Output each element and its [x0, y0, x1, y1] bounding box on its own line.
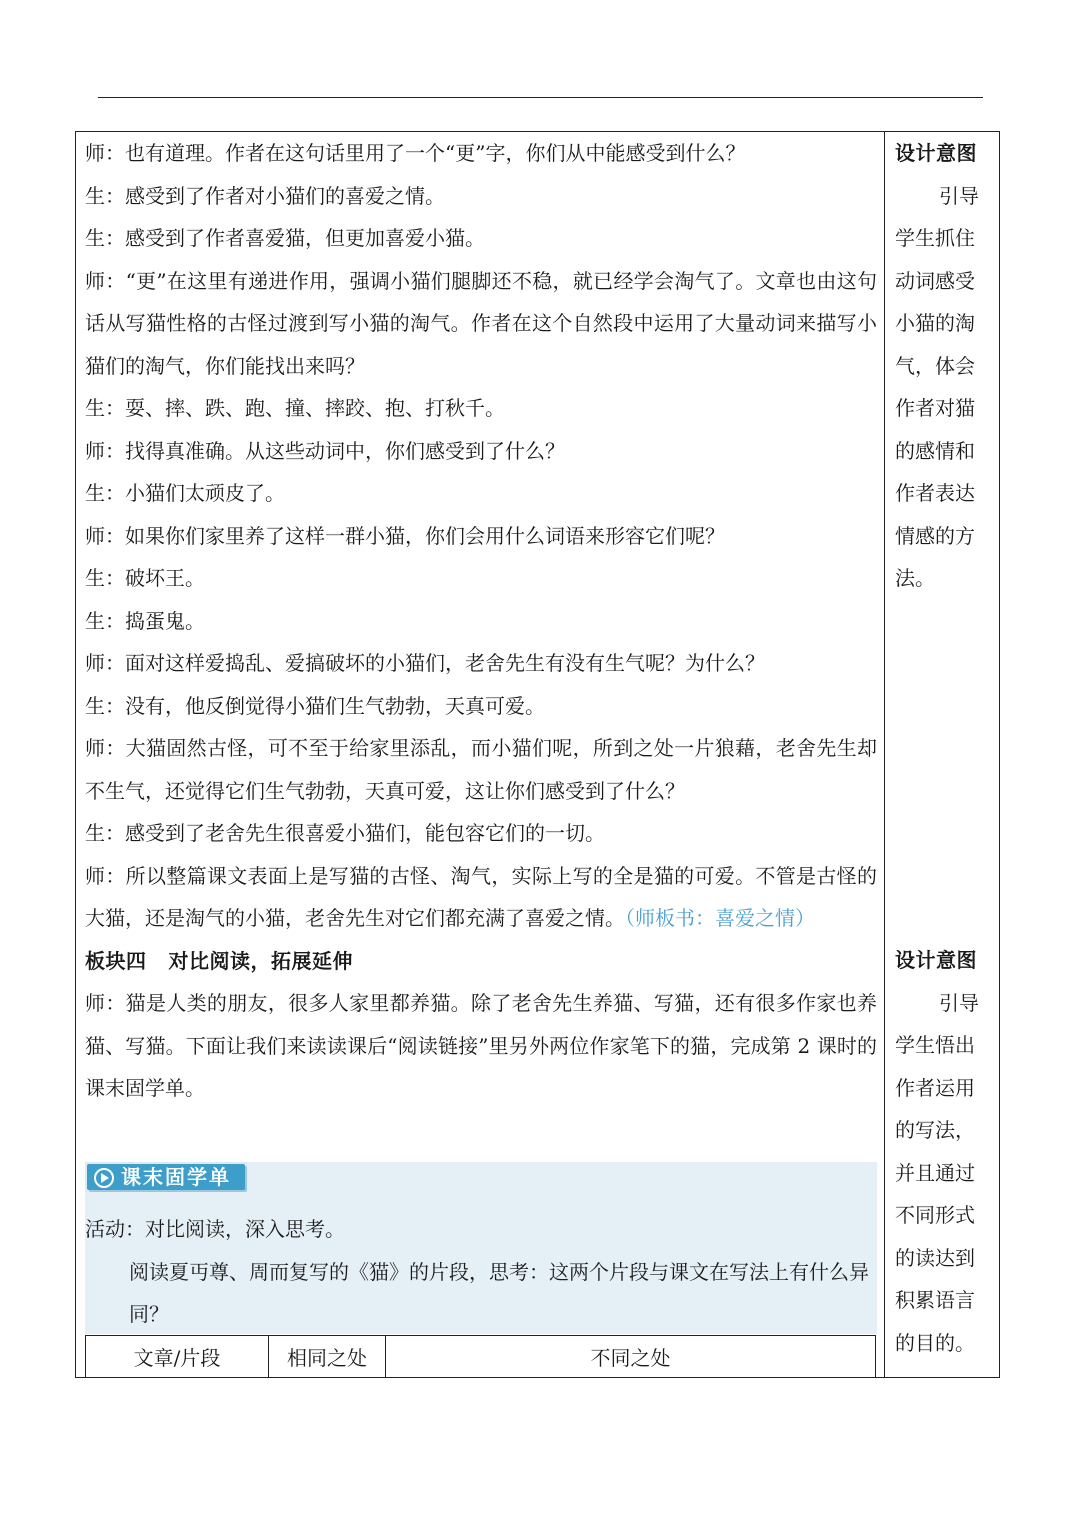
design-intent-line: 气，体会 — [895, 353, 975, 378]
design-intent-line: 的感情和 — [895, 438, 975, 463]
header-rule — [98, 97, 983, 98]
dialogue-line: 生：没有，他反倒觉得小猫们生气勃勃，天真可爱。 — [85, 693, 545, 718]
comparison-table — [85, 1335, 876, 1378]
design-intent-title: 设计意图 — [895, 141, 977, 165]
badge-label: 课末固学单 — [121, 1165, 231, 1189]
design-intent-line: 并且通过 — [895, 1160, 975, 1185]
design-intent-line: 不同形式 — [895, 1203, 975, 1227]
design-intent-line: 情感的方 — [895, 523, 975, 548]
design-intent-line: 的读达到 — [895, 1245, 975, 1270]
design-intent-line: 小猫的淘 — [895, 311, 975, 335]
column-header: 文章/片段 — [86, 1336, 269, 1378]
dialogue-line: 生：感受到了作者喜爱猫，但更加喜爱小猫。 — [85, 226, 485, 250]
column-divider — [884, 131, 885, 1378]
dialogue-paragraph: 师：猫是人类的朋友，很多人家里都养猫。除了老舍先生养猫、写猫，还有很多作家也养猫、写猫。下面让我们来读读课后“阅读链接”里另外两位作家笔下的猫，完成第 2 课时的课末固学单。 — [85, 991, 877, 1100]
design-intent-line: 学生抓住 — [895, 226, 975, 250]
dialogue-line: 生：破坏王。 — [85, 566, 205, 590]
section-title: 对比阅读，拓展延伸 — [168, 948, 353, 973]
design-intent-line: 法。 — [895, 566, 935, 590]
dialogue-line: 生：小猫们太顽皮了。 — [85, 481, 285, 505]
activity-line: 活动：对比阅读，深入思考。 — [85, 1217, 345, 1241]
section-number: 板块四 — [85, 948, 147, 973]
design-intent-line: 学生悟出 — [895, 1033, 975, 1057]
board-note: （师板书：喜爱之情） — [625, 906, 815, 930]
dialogue-line: 生：感受到了老舍先生很喜爱小猫们，能包容它们的一切。 — [85, 821, 605, 845]
design-intent-line: 动词感受 — [895, 268, 975, 293]
design-intent-line: 积累语言 — [895, 1288, 975, 1312]
dialogue-line: 师：如果你们家里养了这样一群小猫，你们会用什么词语来形容它们呢？ — [85, 523, 725, 548]
dialogue-paragraph: 师：“更”在这里有递进作用，强调小猫们腿脚还不稳，就已经学会淘气了。文章也由这句话从写猫性格的古怪过渡到写小猫的淘气。作者在这个自然段中运用了大量动词来描写小猫们的淘气，你们能找出来吗？ — [85, 268, 877, 378]
design-intent-line: 作者对猫 — [895, 396, 975, 420]
design-intent-line: 的目的。 — [895, 1330, 975, 1355]
column-header: 不同之处 — [386, 1336, 876, 1378]
table-header-row — [86, 1336, 876, 1378]
design-intent-line: 引导 — [939, 990, 979, 1015]
design-intent-title: 设计意图 — [895, 948, 977, 972]
design-intent-line: 引导 — [939, 183, 979, 208]
design-intent-line: 的写法， — [895, 1118, 975, 1142]
homework-box — [85, 1162, 877, 1334]
dialogue-paragraph — [85, 855, 877, 940]
design-intent-line: 作者表达 — [895, 481, 975, 505]
column-header: 相同之处 — [269, 1336, 386, 1378]
dialogue-line: 生：捣蛋鬼。 — [85, 608, 205, 633]
section-heading — [85, 940, 877, 983]
dialogue-paragraph: 师：大猫固然古怪，可不至于给家里添乱，而小猫们呢，所到之处一片狼藉，老舍先生却不生气，还觉得它们生气勃勃，天真可爱，这让你们感受到了什么？ — [85, 736, 877, 803]
dialogue-line: 生：耍、摔、跌、跑、撞、摔跤、抱、打秋千。 — [85, 396, 505, 420]
play-circle-icon — [94, 1168, 114, 1188]
lesson-dialogue — [85, 132, 877, 1110]
dialogue-line: 师：面对这样爱捣乱、爱搞破坏的小猫们，老舍先生有没有生气呢？为什么？ — [85, 651, 765, 675]
design-intent-line: 作者运用 — [895, 1075, 975, 1100]
instruction-line: 阅读夏丏尊、周而复写的《猫》的片段，思考：这两个片段与课文在写法上有什么异同？ — [129, 1259, 869, 1326]
design-intent-1 — [895, 132, 990, 600]
dialogue-line: 生：感受到了作者对小猫们的喜爱之情。 — [85, 183, 445, 208]
summary-text: 师：所以整篇课文表面上是写猫的古怪、淘气，实际上写的全是猫的可爱。不管是古怪的大猫，还是淘气的小猫，老舍先生对它们都充满了喜爱之情。 — [85, 863, 877, 930]
dialogue-line: 师：找得真准确。从这些动词中，你们感受到了什么？ — [85, 438, 565, 463]
homework-badge — [85, 1162, 247, 1192]
dialogue-line: 师：也有道理。作者在这句话里用了一个“更”字，你们从中能感受到什么？ — [85, 141, 746, 165]
design-intent-2 — [895, 939, 990, 1364]
